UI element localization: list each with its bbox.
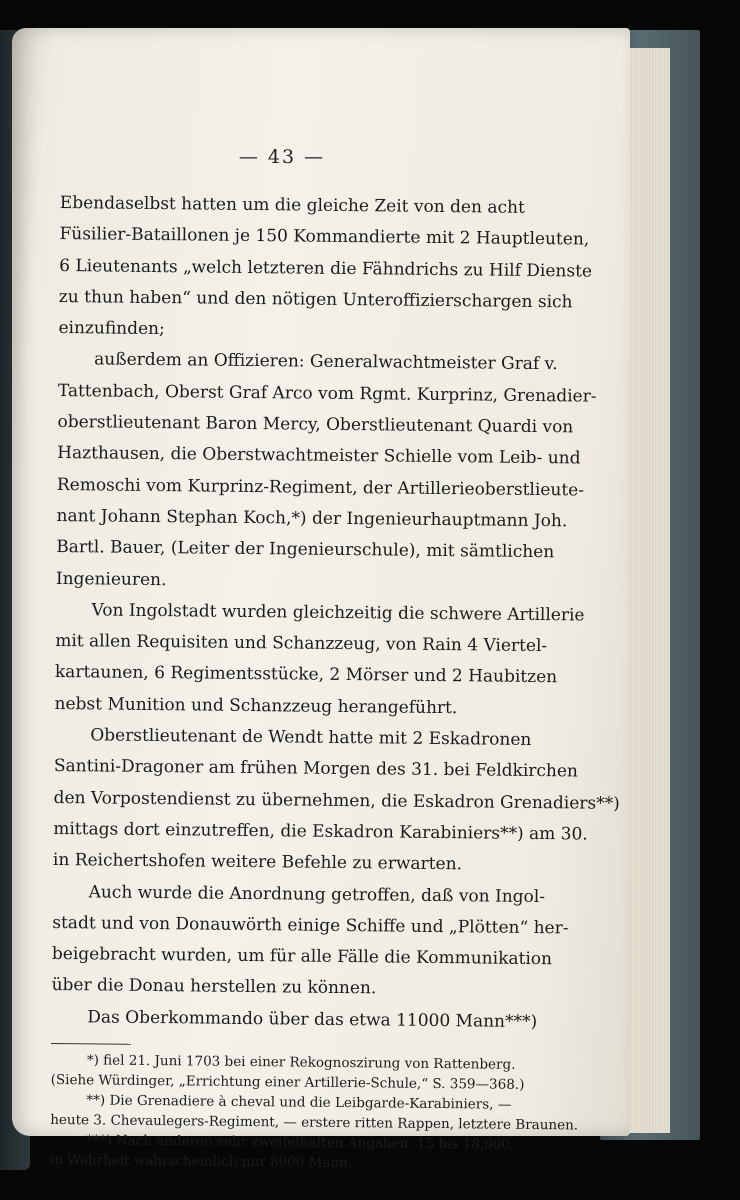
text-line: beigebracht wurden, um für alle Fälle die Kommunikation <box>51 944 553 970</box>
footnote-line: heute 3. Chevaulegers-Regiment, — erstere ritten Rappen, letztere Braunen. <box>50 1111 579 1134</box>
text-line: nant Johann Stephan Koch,*) der Ingenieurhauptmann Joh. <box>56 505 568 532</box>
text-line: außerdem an Offizieren: Generalwachtmeister Graf v. <box>94 349 558 375</box>
text-line: Hazthausen, die Oberstwachtmeister Schielle vom Leib- und <box>57 443 581 469</box>
text-line: oberstlieutenant Baron Mercy, Oberstlieutenant Quardi von <box>57 412 574 438</box>
text-line: zu thun haben“ und den nötigen Unteroffizierschargen sich <box>58 286 573 313</box>
text-line: mit allen Requisiten und Schanzzeug, von Rain 4 Viertel- <box>55 631 548 657</box>
text-line: Das Oberkommando über das etwa 11000 Mann***) <box>87 1007 538 1032</box>
text-line: Oberstlieutenant de Wendt hatte mit 2 Eskadronen <box>90 725 532 751</box>
text-line: nebst Munition und Schanzzeug herangeführt. <box>54 693 458 718</box>
text-line: Tattenbach, Oberst Graf Arco vom Rgmt. Kurprinz, Grenadier- <box>57 380 597 407</box>
footnote-line: ***) Nach anderen sehr zweifelhaften Angaben: 15 bis 18,000, <box>85 1132 515 1153</box>
text-line: Ebendaselbst hatten um die gleiche Zeit von den acht <box>59 192 525 218</box>
text-line: Füsilier-Bataillonen je 150 Kommandierte mit 2 Hauptleuten, <box>59 224 590 250</box>
text-line: stadt und von Donauwörth einige Schiffe und „Plötten“ her- <box>52 912 569 939</box>
text-line: Remoschi vom Kurprinz-Regiment, der Artillerieoberstlieute- <box>56 474 585 501</box>
footnote-line: in Wahrheit wahrscheinlich nur 8000 Mann. <box>49 1151 353 1172</box>
footnote-rule <box>51 1043 131 1045</box>
text-line: mittags dort einzutreffen, die Eskadron Karabiniers**) am 30. <box>53 818 588 845</box>
footnote-line: *) fiel 21. Juni 1703 bei einer Rekognoszirung von Rattenberg. <box>86 1052 516 1073</box>
text-line: in Reichertshofen weitere Befehle zu erwarten. <box>52 850 463 875</box>
text-line: Auch wurde die Anordnung getroffen, daß von Ingol- <box>88 881 546 907</box>
text-line: Bartl. Bauer, (Leiter der Ingenieurschule), mit sämtlichen <box>56 537 555 563</box>
text-line: 6 Lieutenants „welch letzteren die Fähndrichs zu Hilf Dienste <box>59 255 593 282</box>
text-line: über die Donau herstellen zu können. <box>51 975 377 999</box>
footnote-line: (Siehe Würdinger, „Errichtung einer Artillerie-Schule,“ S. 359—368.) <box>50 1071 525 1093</box>
page-number: — 43 — <box>238 146 326 168</box>
text-line: Von Ingolstadt wurden gleichzeitig die schwere Artillerie <box>91 600 585 626</box>
text-line: kartaunen, 6 Regimentsstücke, 2 Mörser und 2 Haubitzen <box>54 662 558 688</box>
text-line: Ingenieuren. <box>55 568 167 590</box>
body-text <box>49 188 620 1175</box>
book-page <box>12 28 630 1172</box>
footnote-line: **) Die Grenadiere à cheval und die Leibgarde-Karabiniers, — <box>86 1092 512 1113</box>
text-line: einzufinden; <box>58 318 165 340</box>
text-line: den Vorpostendienst zu übernehmen, die Eskadron Grenadiers**) <box>53 787 620 814</box>
text-line: Santini-Dragoner am frühen Morgen des 31. bei Feldkirchen <box>53 756 579 782</box>
